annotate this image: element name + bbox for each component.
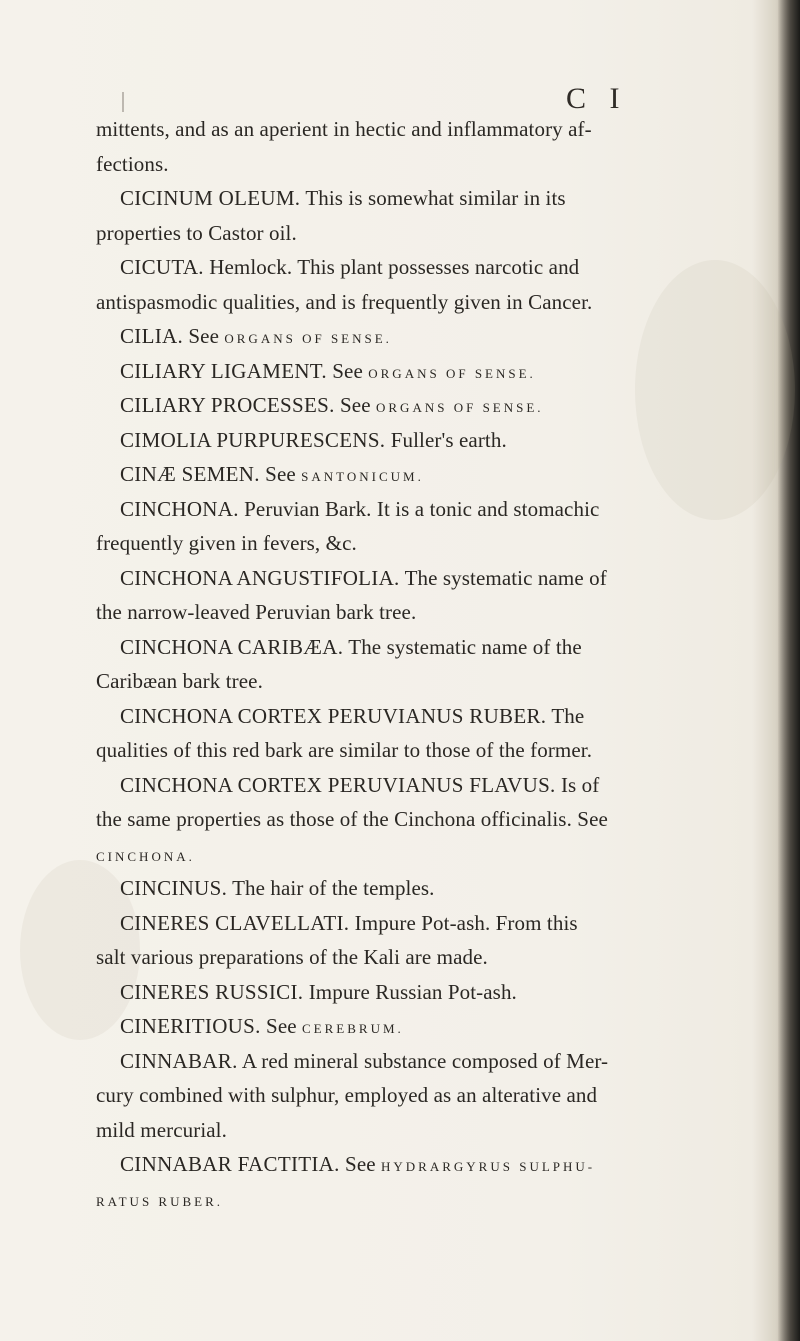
entry-text: salt various preparations of the Kali are made. bbox=[96, 945, 488, 969]
entry-headword: CINNABAR. bbox=[120, 1048, 238, 1073]
cross-reference: RATUS RUBER. bbox=[96, 1193, 224, 1209]
entry-text: The systematic name of bbox=[399, 565, 607, 590]
entry-headword: CIMOLIA PURPURESCENS. bbox=[120, 427, 386, 452]
page-header: C I bbox=[566, 82, 628, 115]
cross-reference-continuation bbox=[96, 1182, 736, 1217]
dictionary-entry-line bbox=[96, 871, 736, 906]
dictionary-text-line bbox=[96, 1113, 736, 1148]
entry-text: See bbox=[183, 324, 225, 348]
dictionary-entry-line bbox=[96, 319, 736, 354]
cross-reference: CINCHONA. bbox=[96, 848, 195, 864]
dictionary-text-line bbox=[96, 802, 736, 837]
entry-text: The systematic name of the bbox=[343, 634, 582, 659]
entry-text: the narrow-leaved Peruvian bark tree. bbox=[96, 600, 417, 624]
entry-headword: CINCHONA CARIBÆA. bbox=[120, 634, 344, 659]
entry-text: Impure Pot-ash. From this bbox=[349, 910, 578, 935]
entry-text: Fuller's earth. bbox=[385, 427, 507, 452]
entry-text: The bbox=[546, 703, 585, 728]
dictionary-entry-line bbox=[96, 1044, 736, 1079]
cross-reference: CEREBRUM. bbox=[302, 1021, 404, 1036]
dictionary-entry-line bbox=[96, 561, 736, 596]
dictionary-entry-line bbox=[96, 906, 736, 941]
dictionary-entry-line bbox=[96, 388, 736, 423]
entry-text: antispasmodic qualities, and is frequently given in Cancer. bbox=[96, 289, 593, 314]
entry-text: A red mineral substance composed of Mer- bbox=[237, 1048, 609, 1073]
entry-headword: CINNABAR FACTITIA. bbox=[120, 1152, 340, 1176]
dictionary-entry-line bbox=[96, 492, 736, 527]
entry-headword: CINCHONA. bbox=[120, 496, 239, 521]
entry-text: See bbox=[326, 358, 369, 383]
entry-headword: CICUTA. bbox=[120, 255, 204, 279]
dictionary-text-line bbox=[96, 940, 736, 975]
entry-headword: CINERES RUSSICI. bbox=[120, 979, 304, 1004]
entry-text: the same properties as those of the Cinchona officinalis. See bbox=[96, 807, 608, 831]
entry-headword: CINÆ SEMEN. bbox=[120, 462, 260, 486]
entry-text: See bbox=[339, 1152, 382, 1176]
entry-text: The hair of the temples. bbox=[227, 876, 435, 900]
entry-headword: CILIA. bbox=[120, 324, 184, 348]
cross-reference: ORGANS OF SENSE. bbox=[368, 365, 536, 381]
dictionary-entry-line bbox=[96, 630, 736, 665]
entry-text: See bbox=[260, 1014, 303, 1038]
entry-text: properties to Castor oil. bbox=[96, 220, 297, 245]
entry-text: Hemlock. This plant possesses narcotic and bbox=[203, 255, 580, 279]
entry-text: qualities of this red bark are similar to those of the former. bbox=[96, 738, 593, 762]
page-binding-edge bbox=[778, 0, 800, 1341]
entry-text: mild mercurial. bbox=[96, 1117, 227, 1142]
dictionary-text-line bbox=[96, 1078, 736, 1113]
entry-headword: CINERES CLAVELLATI. bbox=[120, 910, 350, 935]
entry-text: cury combined with sulphur, employed as an alterative and bbox=[96, 1083, 598, 1107]
cross-reference-continuation bbox=[96, 837, 736, 872]
cross-reference: HYDRARGYRUS SULPHU- bbox=[381, 1159, 596, 1174]
dictionary-text-line bbox=[96, 664, 736, 699]
entry-text: frequently given in fevers, &c. bbox=[96, 531, 357, 555]
dictionary-entry-line bbox=[96, 457, 736, 492]
dictionary-entry-line bbox=[96, 250, 736, 285]
entry-headword: CINCHONA CORTEX PERUVIANUS RUBER. bbox=[120, 703, 547, 728]
entry-text: fections. bbox=[96, 151, 169, 176]
dictionary-text-line bbox=[96, 595, 736, 630]
entry-headword: CINCINUS. bbox=[120, 876, 228, 900]
entry-text: Caribæan bark tree. bbox=[96, 669, 263, 693]
dictionary-text-line bbox=[96, 112, 736, 147]
entry-text: Peruvian Bark. It is a tonic and stomachic bbox=[238, 496, 600, 521]
dictionary-entry-line bbox=[96, 354, 736, 389]
entry-text: Is of bbox=[555, 772, 600, 797]
dictionary-text-line bbox=[96, 526, 736, 561]
dictionary-entry-line bbox=[96, 181, 736, 216]
dictionary-entry-line bbox=[96, 975, 736, 1010]
dictionary-text-line bbox=[96, 733, 736, 768]
entry-headword: CINCHONA CORTEX PERUVIANUS FLAVUS. bbox=[120, 772, 556, 797]
cross-reference: SANTONICUM. bbox=[301, 469, 424, 484]
entry-headword: CINERITIOUS. bbox=[120, 1014, 261, 1038]
entry-text: This is somewhat similar in its bbox=[300, 186, 566, 210]
dictionary-entries bbox=[96, 112, 736, 1216]
dictionary-text-line bbox=[96, 216, 736, 251]
entry-headword: CILIARY LIGAMENT. bbox=[120, 358, 327, 383]
cross-reference: ORGANS OF SENSE. bbox=[224, 331, 392, 346]
entry-text: Impure Russian Pot-ash. bbox=[303, 979, 517, 1004]
dictionary-entry-line bbox=[96, 1009, 736, 1044]
dictionary-entry-line bbox=[96, 423, 736, 458]
entry-text: See bbox=[334, 393, 376, 417]
dictionary-entry-line bbox=[96, 1147, 736, 1182]
entry-text: See bbox=[259, 462, 302, 486]
cross-reference: ORGANS OF SENSE. bbox=[376, 400, 544, 415]
margin-mark bbox=[122, 92, 124, 112]
entry-headword: CINCHONA ANGUSTIFOLIA. bbox=[120, 565, 400, 590]
dictionary-entry-line bbox=[96, 699, 736, 734]
entry-headword: CILIARY PROCESSES. bbox=[120, 393, 335, 417]
dictionary-entry-line bbox=[96, 768, 736, 803]
entry-text: mittents, and as an aperient in hectic and inflammatory af- bbox=[96, 117, 592, 141]
entry-headword: CICINUM OLEUM. bbox=[120, 186, 301, 210]
dictionary-text-line bbox=[96, 147, 736, 182]
dictionary-text-line bbox=[96, 285, 736, 320]
